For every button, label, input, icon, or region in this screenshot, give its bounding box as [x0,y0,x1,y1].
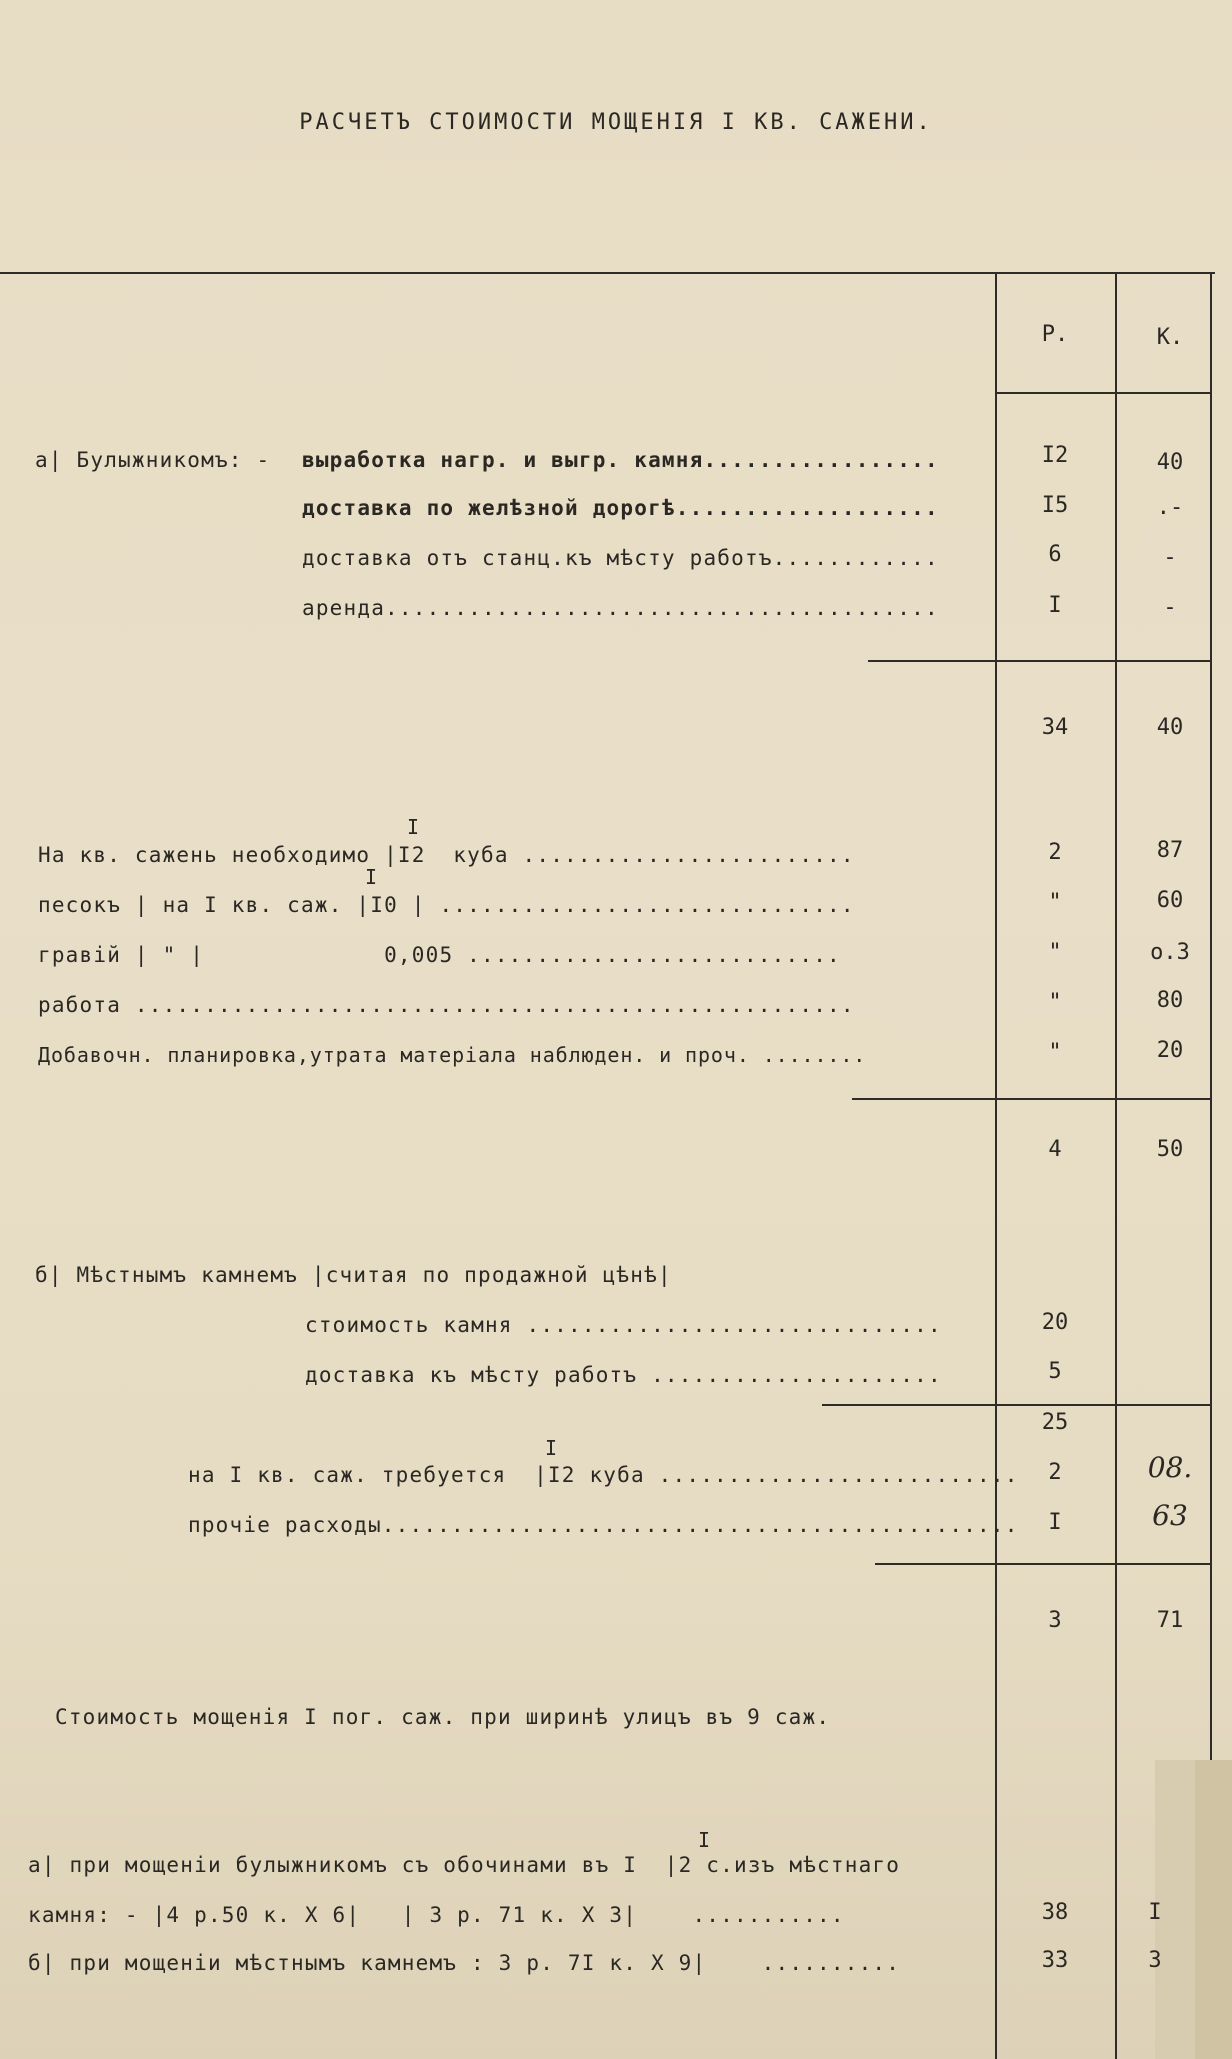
section-a2-row-1-text: На кв. сажень необходимо |I2 куба ........................ [38,843,855,867]
section-a-row-2-kop: .- [1156,495,1184,520]
street-line-a: а| при мощенiи булыжникомъ съ обочинами въ I |2 с.изъ мѣстнаго [28,1853,901,1877]
section-b-row-3-kop-handwritten: 08. [1147,1451,1193,1484]
section-a-row-3-text: доставка отъ станц.къ мѣсту работъ............ [302,546,939,570]
section-b-row-4-text: прочiе расходы.............................................. [188,1513,1019,1537]
section-a2-row-5-kop: 20 [1156,1038,1184,1063]
section-a2-row-1-rub: 2 [1048,840,1062,865]
section-b-row-3-rub: 2 [1048,1460,1062,1485]
section-a2-row-4-text: работа .................................................... [38,993,855,1017]
section-b-row-3-text: на I кв. саж. требуется |I2 куба .......................... [188,1463,1019,1487]
section-a-row-3-rub: 6 [1048,542,1062,567]
header-bottom-rule [997,392,1212,394]
section-a-row-1-text: выработка нагр. и выгр. камня................. [302,448,939,472]
street-line-a2-kop: I [1148,1900,1162,1925]
section-a-row-3-kop: - [1163,545,1177,570]
section-b-total-rub: 3 [1048,1608,1062,1633]
column-header-kop: К. [1156,325,1184,350]
section-a2-row-3-rub: " [1048,940,1062,965]
section-a-row-1-kop: 40 [1156,450,1184,475]
section-a-subtotal-rub: 34 [1041,715,1069,740]
section-a2-row-3-kop: о.3 [1150,940,1190,965]
section-a2-row-1-kop: 87 [1156,838,1184,863]
section-b-total-rule [875,1563,1212,1565]
street-line-b-kop: 3 [1148,1948,1162,1973]
section-a2-row-2-text: песокъ | на I кв. саж. |I0 | .............................. [38,893,855,917]
section-a2-row-3-text: гравiй | " | 0,005 ........................... [38,943,841,967]
paper-fold-edge [1195,1760,1232,2059]
section-a-row-1-rub: I2 [1041,443,1069,468]
section-a-row-4-rub: I [1048,593,1062,618]
section-a-row-2-rub: I5 [1041,493,1069,518]
superscript-mark: I [545,1436,558,1460]
section-a2-subtotal-rub: 4 [1048,1137,1062,1162]
section-a2-subtotal-kop: 50 [1156,1137,1184,1162]
street-line-a2: камня: - |4 р.50 к. X 6| | 3 р. 71 к. X 3| ........... [28,1903,845,1927]
section-a2-row-5-rub: " [1048,1040,1062,1065]
section-a-sum-rule [868,660,1212,662]
section-b-label: б| Мѣстнымъ камнемъ |считая по продажной цѣнѣ| [35,1263,672,1287]
section-b-total-kop: 71 [1156,1608,1184,1633]
section-a-label: а| Булыжникомъ: - [35,448,271,472]
superscript-mark: I [407,815,420,839]
street-heading: Стоимость мощенiя I пог. саж. при ширинѣ улицъ въ 9 саж. [55,1705,831,1729]
column-divider-left [995,272,997,2059]
section-b-sum-rule [822,1404,1212,1406]
section-b-row-4-kop-handwritten: 63 [1152,1499,1188,1532]
street-line-b: б| при мощенiи мѣстнымъ камнемъ : 3 р. 7I к. X 9| .......... [28,1951,901,1975]
page-title: РАСЧЕТЪ СТОИМОСТИ МОЩЕНIЯ I КВ. САЖЕНИ. [299,110,933,135]
section-b-row-1-rub: 20 [1041,1310,1069,1335]
column-divider-mid [1115,272,1117,2059]
section-a2-row-4-kop: 80 [1156,988,1184,1013]
section-a2-row-4-rub: " [1048,990,1062,1015]
section-b-row-4-rub: I [1048,1510,1062,1535]
column-header-rub: Р. [1041,322,1069,347]
section-a-row-4-text: аренда........................................ [302,596,939,620]
section-b-row-2-text: доставка къ мѣсту работъ ..................... [305,1363,942,1387]
section-a-subtotal-kop: 40 [1156,715,1184,740]
section-a2-row-2-rub: " [1048,890,1062,915]
section-a-row-4-kop: - [1163,595,1177,620]
section-b-row-1-text: стоимость камня .............................. [305,1313,942,1337]
section-b-subtotal-rub: 25 [1041,1410,1069,1435]
section-b-row-2-rub: 5 [1048,1359,1062,1384]
street-line-b-rub: 33 [1041,1948,1069,1973]
section-a2-row-5-text: Добавочн. планировка,утрата матерiала наблюден. и проч. ........ [38,1043,867,1067]
superscript-mark: I [698,1828,711,1852]
superscript-mark: I [365,865,378,889]
section-a-row-2-text: доставка по желѣзной дорогѣ................... [302,496,939,520]
street-line-a2-rub: 38 [1041,1900,1069,1925]
section-a2-row-2-kop: 60 [1156,888,1184,913]
section-a2-sum-rule [852,1098,1212,1100]
table-top-rule [0,272,1215,274]
